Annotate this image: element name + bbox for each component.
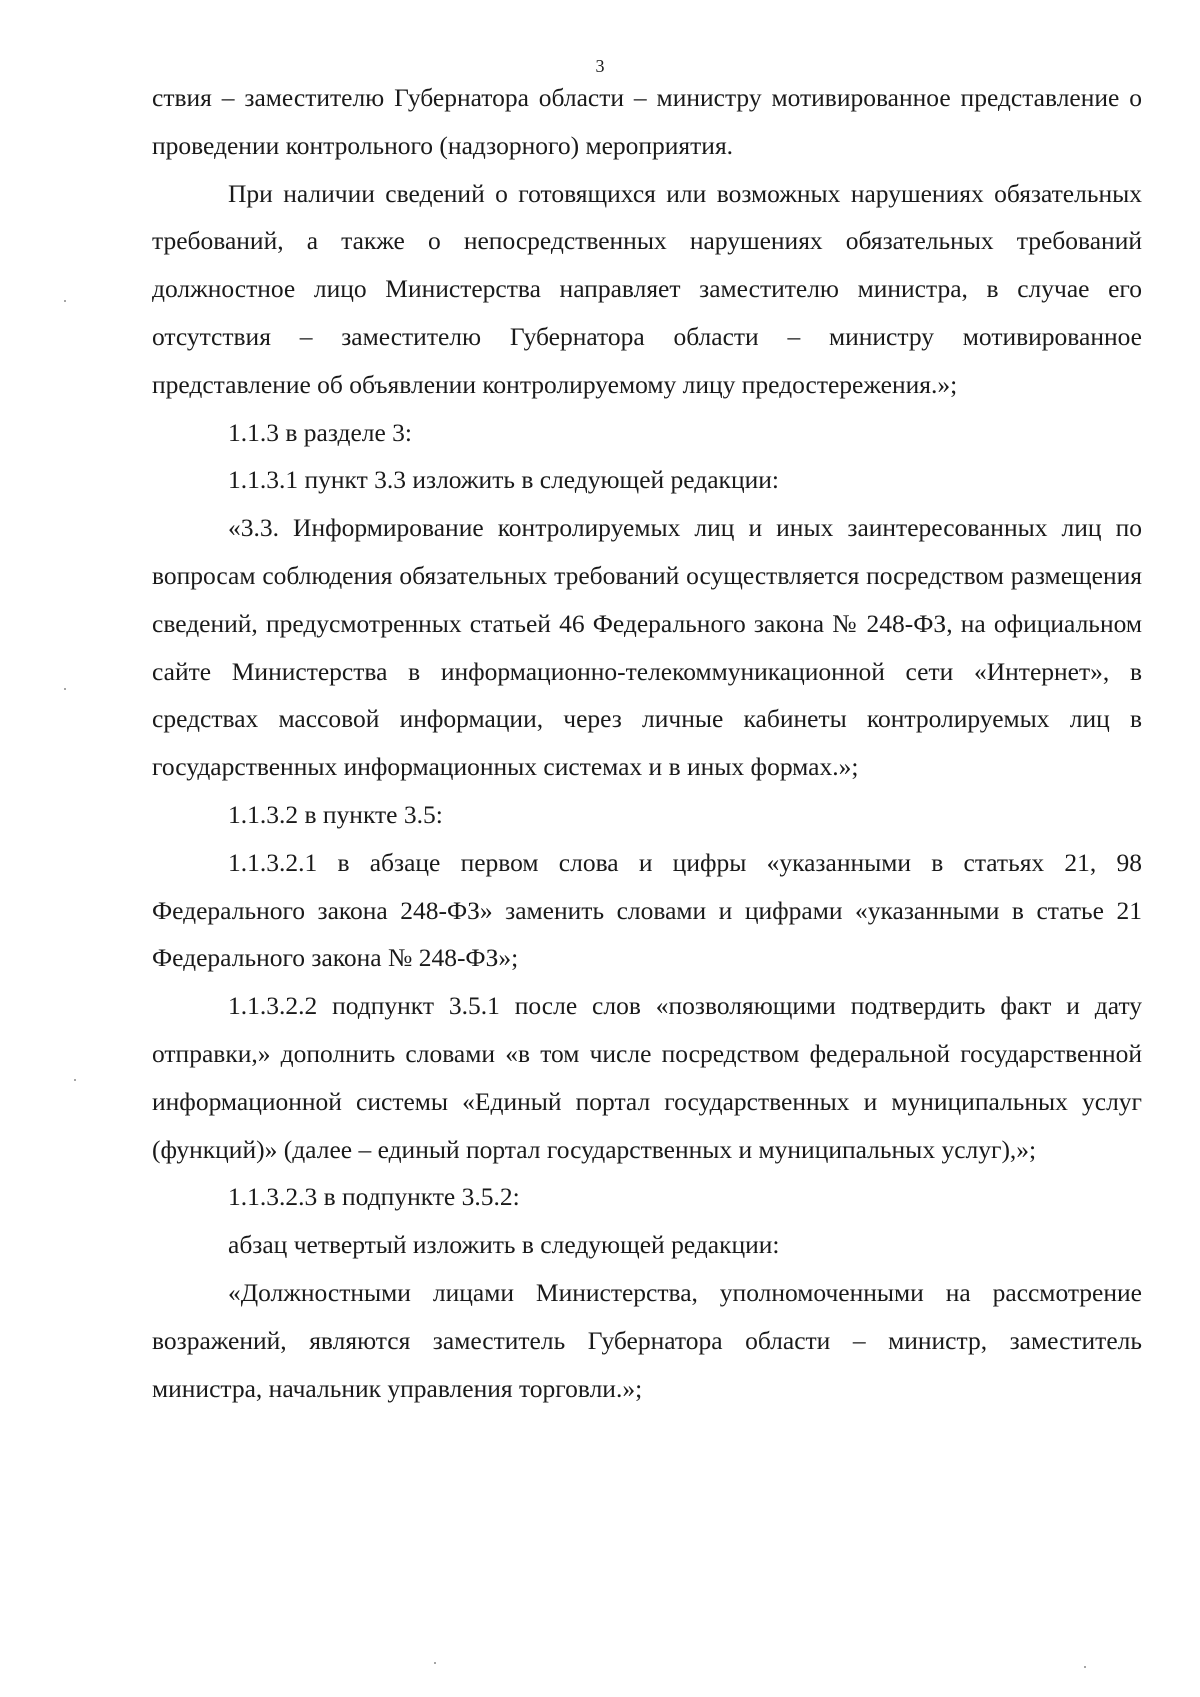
- paragraph-item-1-1-3-1: 1.1.3.1 пункт 3.3 изложить в следующей редакции:: [228, 465, 779, 495]
- paragraph-continuation: ствия – заместителю Губернатора области – министру мотивированное представление о проведении контрольного (надзорного) мероприятия.: [152, 83, 1142, 160]
- scan-speck: [64, 300, 66, 302]
- scan-speck: [434, 1662, 436, 1664]
- page-number: 3: [595, 56, 605, 76]
- paragraph-fourth-abzac: абзац четвертый изложить в следующей редакции:: [228, 1230, 780, 1260]
- scan-speck: [1084, 1666, 1086, 1668]
- paragraph-item-1-1-3-2-2: 1.1.3.2.2 подпункт 3.5.1 после слов «позволяющими подтвердить факт и дату отправки,» дополнить словами «в том числе посредством федеральной государственной информационной системы «Единый портал государственных и муниципальных услуг (функций)» (далее – единый портал государственных и муниципальных услуг),»;: [152, 991, 1142, 1164]
- document-body: [152, 74, 1142, 1412]
- paragraph-item-1-1-3-2-1: 1.1.3.2.1 в абзаце первом слова и цифры «указанными в статьях 21, 98 Федерального закона 248-ФЗ» заменить словами и цифрами «указанными в статье 21 Федерального закона № 248-ФЗ»;: [152, 847, 1142, 973]
- paragraph-item-1-1-3-2-3: 1.1.3.2.3 в подпункте 3.5.2:: [228, 1182, 520, 1212]
- scan-speck: [74, 1079, 76, 1081]
- paragraph-item-1-1-3-2: 1.1.3.2 в пункте 3.5:: [228, 799, 443, 829]
- scan-speck: [64, 688, 66, 690]
- paragraph-clause-3-3: «3.3. Информирование контролируемых лиц и иных заинтересованных лиц по вопросам соблюдения обязательных требований осуществляется посредством размещения сведений, предусмотренных статьей 46 Федерального закона № 248-ФЗ, на официальном сайте Министерства в информационно-телекоммуникационной сети «Интернет», в средствах массовой информации, через личные кабинеты контролируемых лиц в государственных информационных системах и в иных формах.»;: [152, 513, 1142, 782]
- paragraph-item-1-1-3: 1.1.3 в разделе 3:: [228, 417, 413, 447]
- paragraph-officials-objections: «Должностными лицами Министерства, уполномоченными на рассмотрение возражений, являются заместитель Губернатора области – министр, заместитель министра, начальник управления торговли.»;: [152, 1277, 1142, 1403]
- paragraph-violations-warning: При наличии сведений о готовящихся или возможных нарушениях обязательных требований, а также о непосредственных нарушениях обязательных требований должностное лицо Министерства направляет заместителю министра, в случае его отсутствия – заместителю Губернатора области – министру мотивированное представление об объявлении контролируемому лицу предостережения.»;: [152, 178, 1142, 399]
